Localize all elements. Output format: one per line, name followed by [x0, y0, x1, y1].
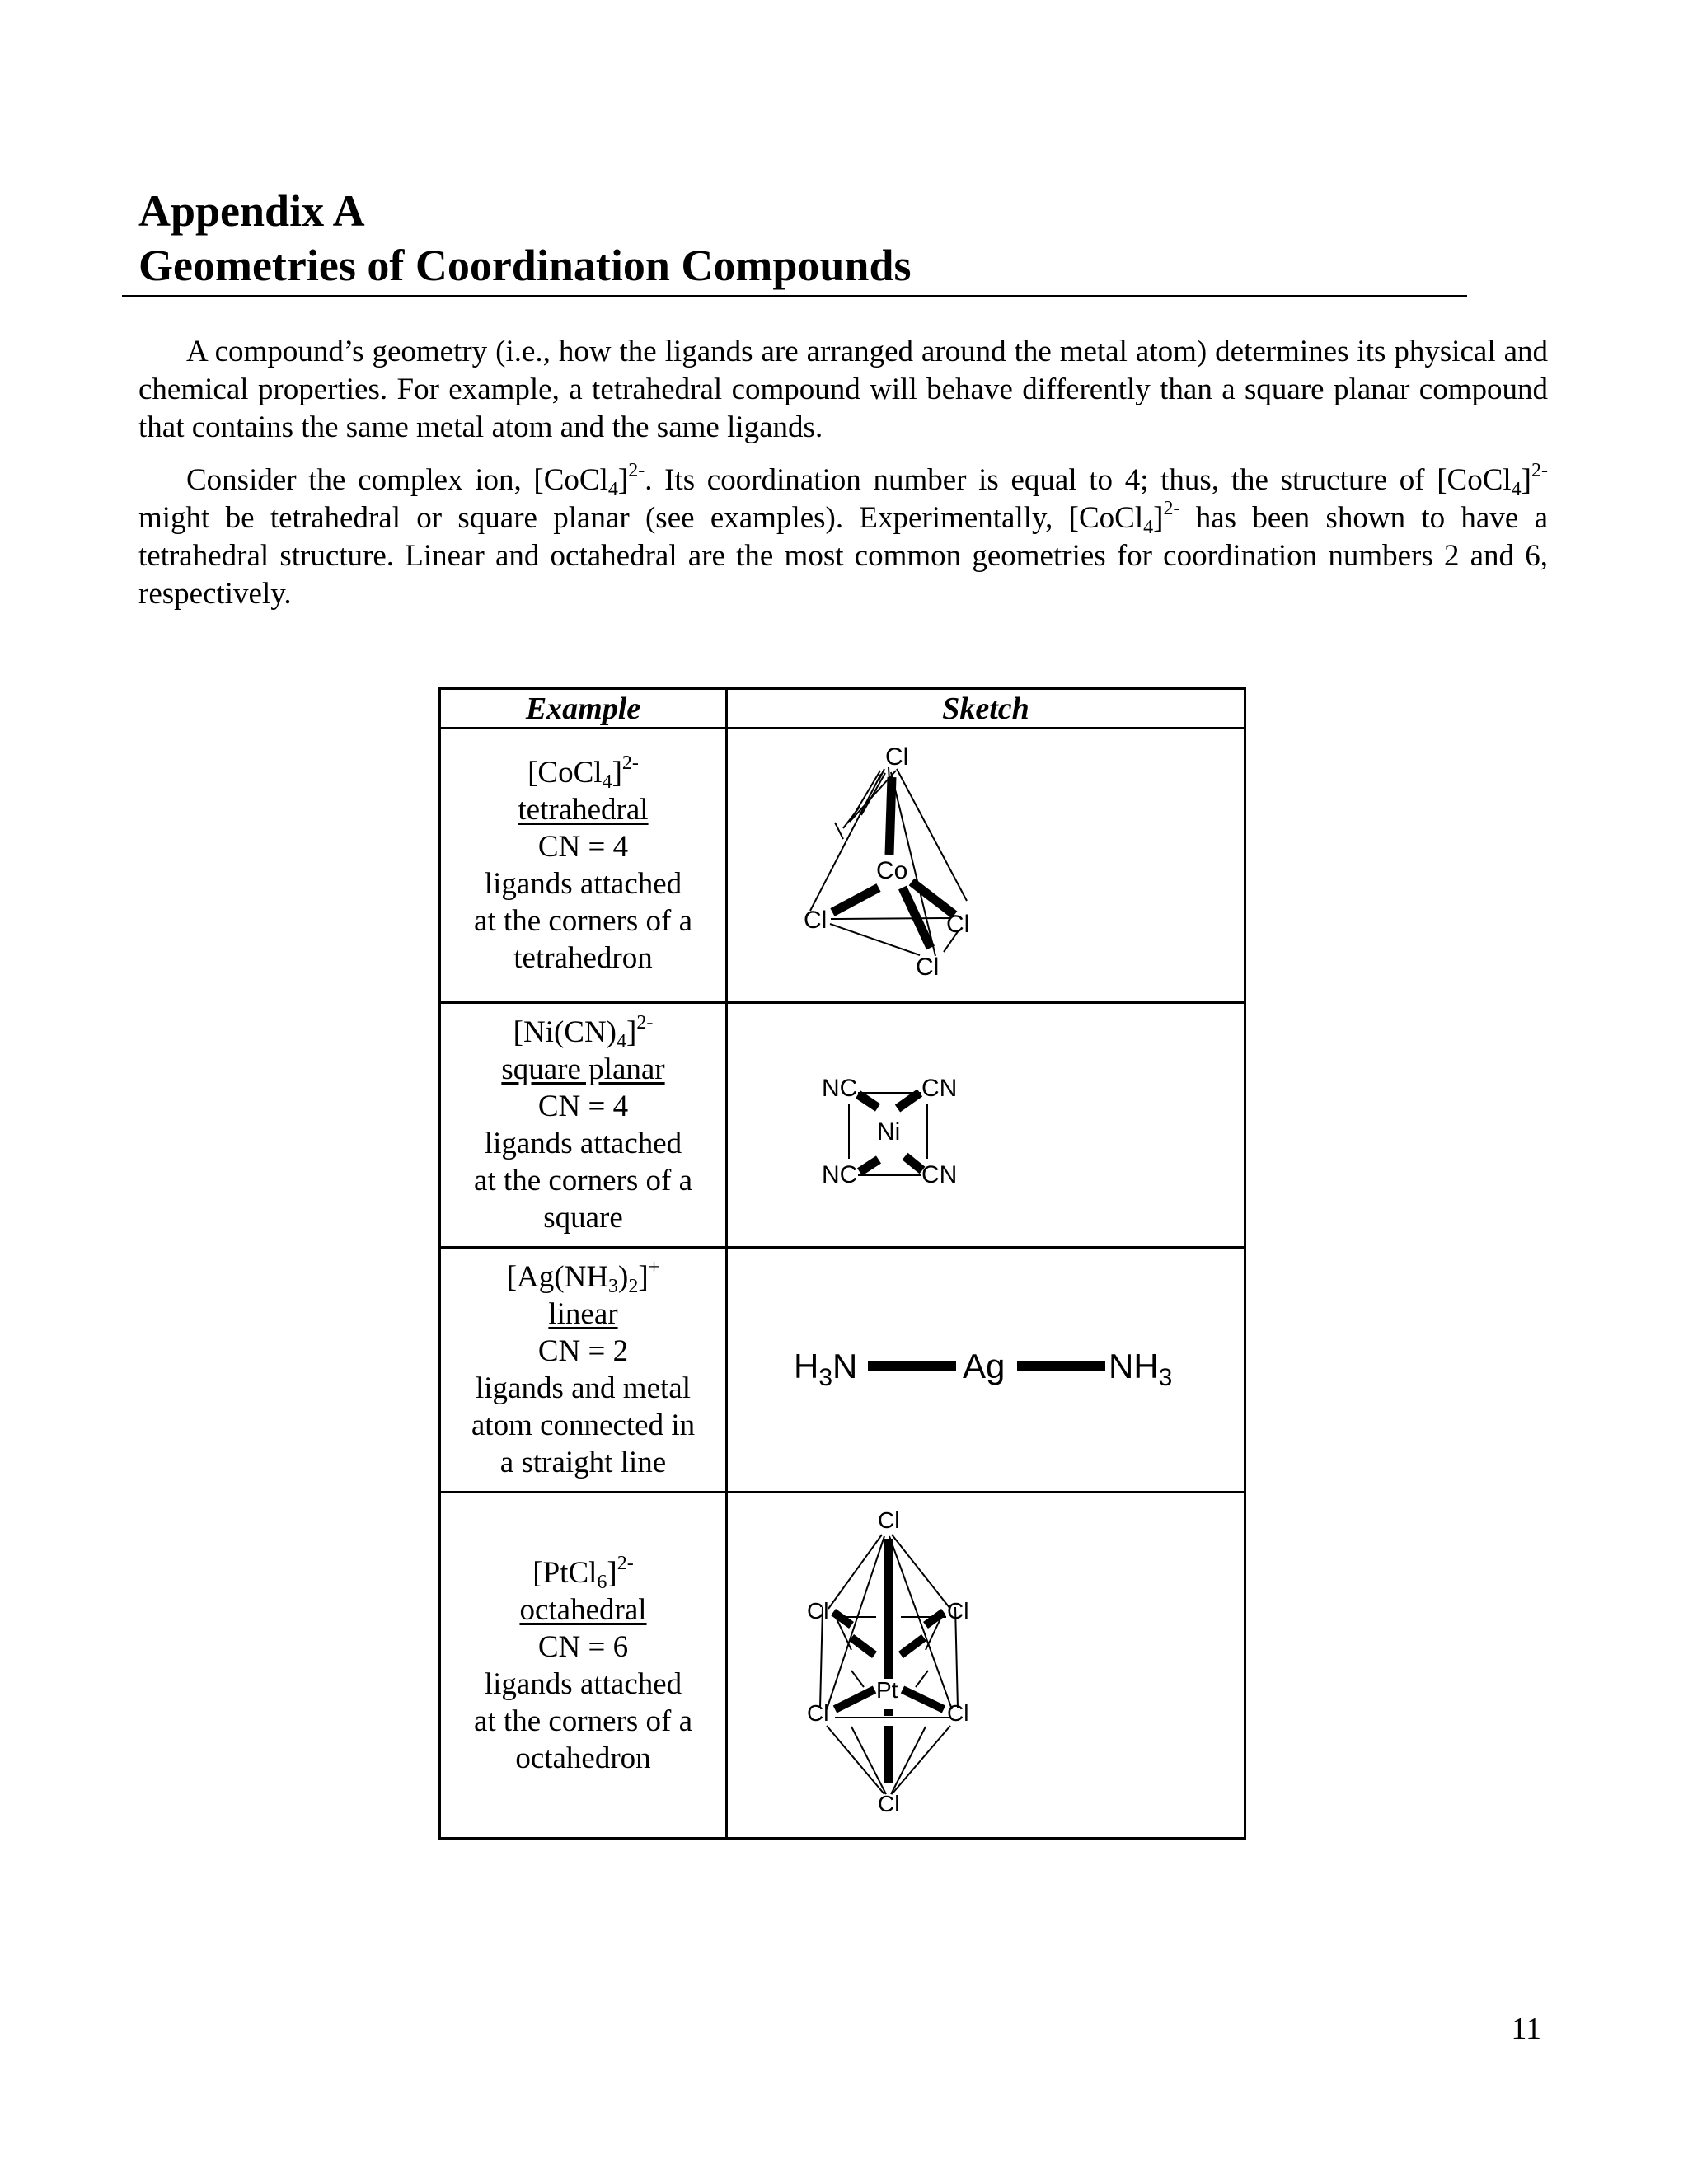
tetrahedral-sketch [728, 729, 1249, 1004]
formula-text: [PtCl [532, 1555, 598, 1590]
description-line: tetrahedron [513, 941, 653, 975]
p2-close-c: ] [1153, 501, 1164, 535]
ligand-bottom-right: CN [921, 1161, 958, 1188]
formula-close: ] [607, 1555, 617, 1590]
atom-top: Cl [885, 743, 909, 771]
p2-text-d: has been shown to have a tetrahedral structure. Linear and octahedral are the most common geometries for coordination numbers 2 and 6, respectively. [138, 501, 1548, 611]
ligand-upper-left: Cl [807, 1598, 829, 1624]
formula-sub-2: 2 [628, 1276, 639, 1297]
table-row [440, 1003, 1245, 1248]
example-cell-octahedral [440, 1493, 727, 1839]
octahedral-sketch [728, 1493, 1249, 1840]
p2-sub-a: 4 [607, 479, 618, 500]
formula-charge: + [648, 1257, 660, 1278]
page-number: 11 [1511, 2012, 1541, 2046]
p2-text-a: Consider the complex ion, [CoCl [186, 463, 608, 497]
ligand-lower-left: Cl [807, 1700, 829, 1726]
description-line: atom connected in [471, 1408, 696, 1442]
ligand-right-nh: NH [1109, 1347, 1159, 1385]
description-line: ligands attached [484, 1127, 682, 1160]
geometry-name: tetrahedral [518, 793, 649, 827]
ligand-left [794, 1347, 857, 1391]
header-sketch: Sketch [727, 689, 1245, 729]
atom-left: Cl [804, 907, 828, 934]
page-title: Geometries of Coordination Compounds [138, 241, 912, 290]
title-rule [122, 295, 1467, 297]
p2-sup-a: 2- [628, 460, 645, 481]
coordination-number: CN = 4 [537, 830, 629, 864]
formula-charge: 2- [621, 752, 639, 774]
ligand-left-n: N [832, 1347, 858, 1385]
ligand-upper-right: Cl [947, 1598, 969, 1624]
description-line: square [543, 1201, 623, 1235]
intro-paragraph-1 [138, 333, 1548, 447]
ligand-right-sub: 3 [1158, 1364, 1173, 1391]
square-planar-sketch [728, 1004, 1249, 1249]
ligand-lower-right: Cl [947, 1700, 969, 1726]
p2-sup-b: 2- [1531, 460, 1548, 481]
ligand-top-left: NC [822, 1075, 858, 1102]
intro-text-1: A compound’s geometry (i.e., how the ligands are arranged around the metal atom) determines its physical and chemical properties. For example, a tetrahedral compound will behave differently than a square planar compound that contains the same metal atom and the same ligands. [138, 335, 1548, 444]
coordination-number: CN = 2 [537, 1334, 629, 1368]
ligand-top: Cl [878, 1507, 900, 1533]
table-row [440, 1248, 1245, 1493]
sketch-cell-linear [727, 1248, 1245, 1493]
atom-center: Ni [877, 1118, 901, 1146]
atom-center: Pt [876, 1677, 898, 1703]
geometry-name: square planar [501, 1052, 665, 1086]
ligand-left-h: H [794, 1347, 819, 1385]
description-line: at the corners of a [473, 904, 693, 938]
formula-sub: 4 [617, 1031, 627, 1052]
linear-sketch [728, 1249, 1249, 1493]
ligand-left-sub: 3 [818, 1364, 833, 1391]
formula-sub: 3 [608, 1276, 619, 1297]
intro-text-2 [138, 462, 1548, 613]
p2-sub-b: 4 [1511, 479, 1522, 500]
p2-close-b: ] [1521, 463, 1531, 497]
table-row [440, 729, 1245, 1003]
geometry-name: octahedral [519, 1592, 647, 1627]
ligand-bottom: Cl [878, 1791, 900, 1816]
formula [441, 1554, 725, 1591]
formula-text: [Ag(NH [506, 1260, 609, 1294]
p2-text-c: might be tetrahedral or square planar (see examples). Experimentally, [CoCl [138, 501, 1144, 535]
header-example: Example [440, 689, 727, 729]
p2-text-b: . Its coordination number is equal to 4; thus, the structure of [CoCl [645, 463, 1512, 497]
formula-sub: 4 [602, 771, 612, 793]
description-line: at the corners of a [473, 1704, 693, 1738]
formula-text: [CoCl [528, 756, 603, 790]
formula-sub: 6 [597, 1571, 607, 1593]
formula-charge: 2- [636, 1012, 654, 1033]
example-cell-square-planar [440, 1003, 727, 1248]
geometry-name: linear [548, 1297, 618, 1331]
formula-close: ] [612, 756, 622, 790]
formula-close: ] [626, 1015, 637, 1049]
p2-close-a: ] [617, 463, 629, 497]
ligand-right [1109, 1347, 1172, 1391]
formula [441, 1014, 725, 1051]
coordination-number: CN = 4 [537, 1090, 629, 1123]
coordination-number: CN = 6 [537, 1629, 629, 1664]
example-cell-linear [440, 1248, 727, 1493]
atom-center: Co [876, 857, 908, 884]
ligand-bottom-left: NC [822, 1161, 858, 1188]
sketch-cell-tetrahedral [727, 729, 1245, 1003]
sketch-cell-octahedral [727, 1493, 1245, 1839]
intro-paragraph-2 [138, 462, 1548, 613]
formula-text: [Ni(CN) [513, 1015, 617, 1049]
sketch-cell-square-planar [727, 1003, 1245, 1248]
description-line: ligands attached [484, 1666, 682, 1701]
formula-charge: 2- [617, 1552, 634, 1574]
appendix-heading: Appendix A [138, 186, 365, 236]
description-line: ligands and metal [476, 1371, 691, 1405]
atom-bottom: Cl [916, 954, 940, 981]
formula-close-2: ] [638, 1260, 649, 1294]
geometry-table [438, 687, 1246, 1840]
description-line: ligands attached [484, 867, 682, 901]
ligand-top-right: CN [921, 1075, 958, 1102]
atom-right: Cl [946, 911, 970, 938]
example-cell-tetrahedral [440, 729, 727, 1003]
description-line: a straight line [499, 1446, 667, 1479]
formula-close: ) [618, 1260, 629, 1294]
formula [441, 1258, 725, 1296]
table-header-row [440, 689, 1245, 729]
p2-sup-c: 2- [1163, 498, 1180, 519]
formula [441, 754, 725, 791]
description-line: octahedron [515, 1741, 651, 1775]
table-row [440, 1493, 1245, 1839]
atom-center: Ag [963, 1347, 1006, 1385]
description-line: at the corners of a [473, 1164, 693, 1197]
p2-sub-c: 4 [1143, 517, 1154, 538]
